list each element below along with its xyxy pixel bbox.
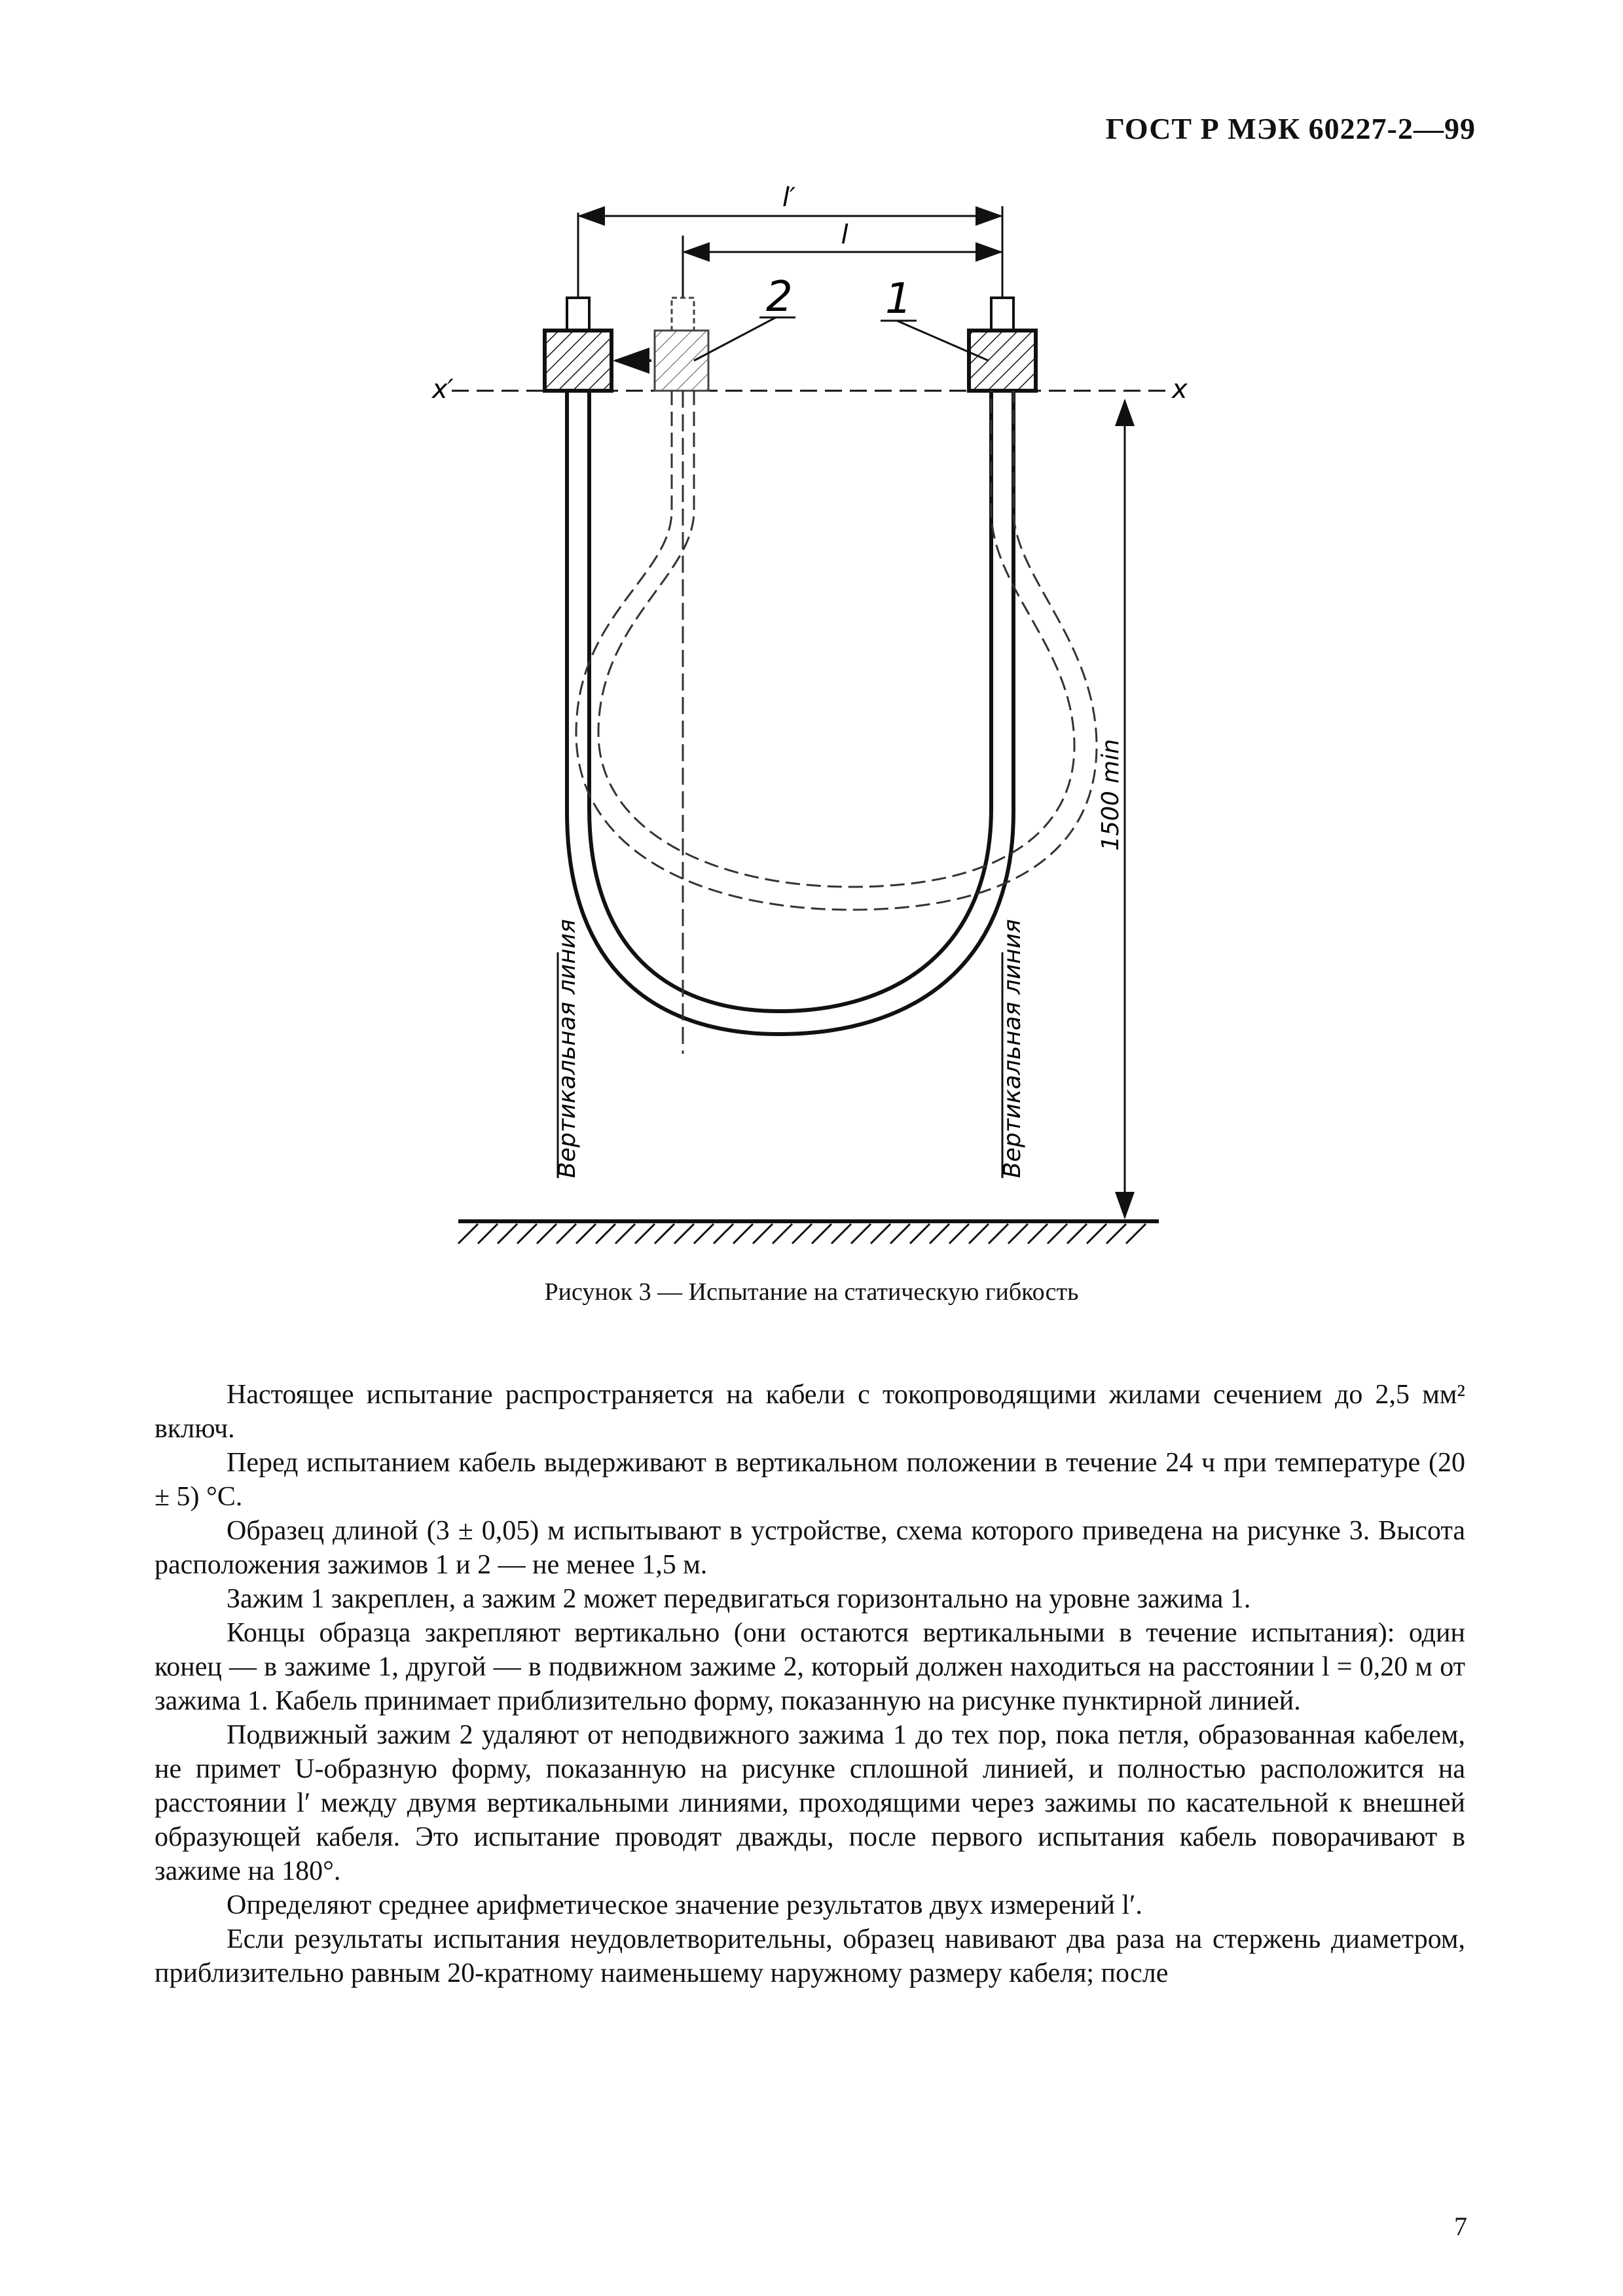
ground-hatch bbox=[458, 1221, 1159, 1244]
clamp-left bbox=[545, 298, 611, 391]
label-x-prime: x′ bbox=[432, 374, 454, 404]
clamp-1 bbox=[969, 298, 1036, 391]
vertical-line-left bbox=[554, 919, 581, 1178]
paragraph-3: Образец длиной (3 ± 0,05) м испытывают в устройстве, схема которого приведена на рисунке 3. Высота расположения зажимов 1 и 2 — не менее 1,5 м. bbox=[155, 1516, 1465, 1580]
label-clamp-1: 1 bbox=[885, 275, 912, 323]
paragraph-7: Определяют среднее арифметическое значение результатов двух измерений l′. bbox=[227, 1890, 1142, 1920]
dimension-l bbox=[683, 220, 1001, 298]
clamp-2-initial bbox=[655, 298, 708, 391]
paragraph-5: Концы образца закрепляют вертикально (они остаются вертикальными в течение испытания): один конец — в зажиме 1, другой — в подвижном зажиме 2, который должен находиться на расстоянии l = 0,20 м от зажима 1. Кабель принимает приблизительно форму, показанную на рисунке пунктирной линией. bbox=[155, 1618, 1465, 1716]
body-text bbox=[155, 1378, 1465, 1990]
paragraph-8: Если результаты испытания неудовлетворительны, образец навивают два раза на стержень диаметром, приблизительно равным 20-кратному наименьшему наружному размеру кабеля; после bbox=[155, 1924, 1465, 1988]
label-vertical-right: Вертикальная линия bbox=[999, 919, 1026, 1178]
cable-u-shape bbox=[567, 391, 1013, 1034]
label-clamp-2: 2 bbox=[766, 273, 793, 321]
document-header: ГОСТ Р МЭК 60227-2—99 bbox=[1105, 112, 1476, 145]
figure-caption: Рисунок 3 — Испытание на статическую гибкость bbox=[544, 1278, 1079, 1306]
label-vertical-left: Вертикальная линия bbox=[554, 919, 581, 1178]
label-x: x bbox=[1172, 374, 1188, 404]
label-l: l bbox=[841, 220, 848, 250]
page-number: 7 bbox=[1454, 2212, 1467, 2241]
label-height: 1500 min bbox=[1097, 739, 1124, 851]
dimension-height bbox=[1097, 401, 1125, 1217]
paragraph-1: Настоящее испытание распространяется на кабели с токопроводящими жилами сечением до 2,5 мм² включ. bbox=[155, 1380, 1465, 1444]
label-l-prime: l′ bbox=[782, 183, 796, 213]
paragraph-6: Подвижный зажим 2 удаляют от неподвижного зажима 1 до тех пор, пока петля, образованная кабелем, не примет U-образную форму, показанную на рисунке сплошной линией, и полностью расположится на расстоянии l′ между двумя вертикальными линиями, проходящими через зажимы по касательной к внешней образующей кабеля. Это испытание проводят дважды, после первого испытания кабель поворачивают в зажиме на 180°. bbox=[155, 1720, 1465, 1886]
cable-initial-dashed bbox=[576, 391, 1097, 910]
paragraph-2: Перед испытанием кабель выдерживают в вертикальном положении в течение 24 ч при температуре (20 ± 5) °С. bbox=[155, 1448, 1465, 1512]
vertical-line-right bbox=[999, 919, 1026, 1178]
paragraph-4: Зажим 1 закреплен, а зажим 2 может передвигаться горизонтально на уровне зажима 1. bbox=[227, 1584, 1251, 1614]
